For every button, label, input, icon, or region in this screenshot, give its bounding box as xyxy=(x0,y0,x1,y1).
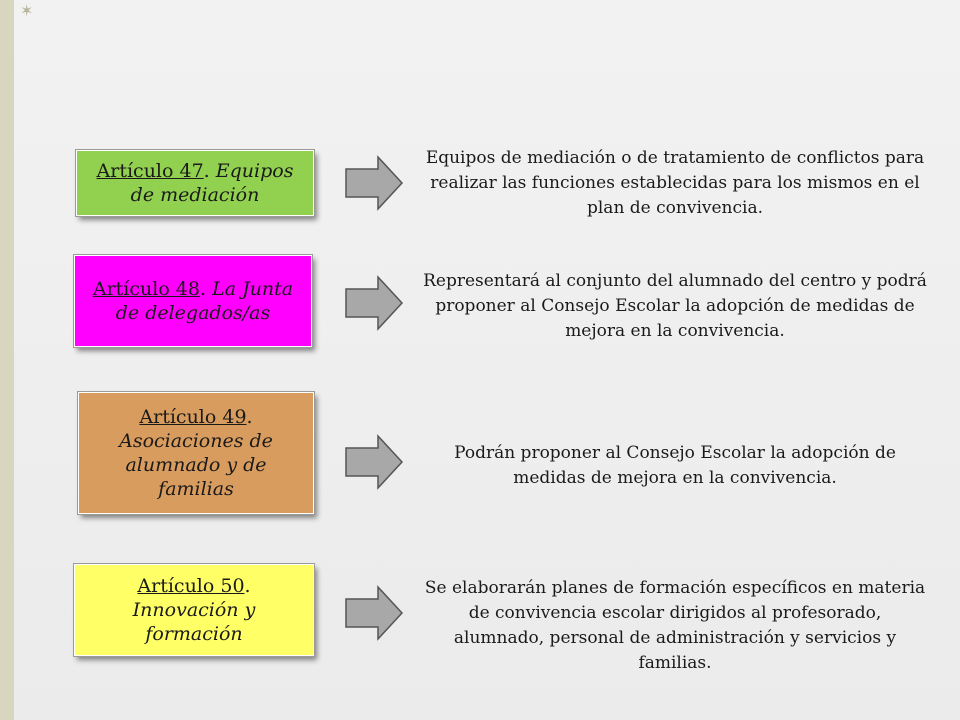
article-number: Artículo 48 xyxy=(92,278,200,300)
article-number: Artículo 47 xyxy=(96,160,204,182)
article-48-text: Artículo 48. La Junta de delegados/as xyxy=(92,278,294,324)
arrow-right-icon xyxy=(344,275,404,331)
article-50-text: Artículo 50. Innovación y formación xyxy=(132,575,256,645)
article-48-box xyxy=(74,255,312,347)
article-49-description: Podrán proponer al Consejo Escolar la adopción de medidas de mejora en la convivencia. xyxy=(454,443,896,488)
article-47-box xyxy=(76,150,314,216)
article-50-description: Se elaborarán planes de formación específicos en materia de convivencia escolar dirigidos al profesorado, alumnado, personal de administración y servicios y familias. xyxy=(424,578,926,673)
arrow-right-icon xyxy=(344,155,404,211)
article-title: Equipos de mediación xyxy=(130,160,294,206)
article-48-description: Representará al conjunto del alumnado del centro y podrá proponer al Consejo Escolar la adopción de medidas de mejora en la convivencia. xyxy=(423,271,927,341)
arrow-right-icon xyxy=(344,585,404,641)
article-49-box xyxy=(78,392,314,514)
article-number: Artículo 49 xyxy=(139,406,247,428)
arrow-right-icon xyxy=(344,434,404,490)
article-50-box xyxy=(74,564,314,656)
corner-star-icon: ✶ xyxy=(20,1,34,20)
article-number: Artículo 50 xyxy=(137,575,245,597)
slide xyxy=(14,0,960,720)
article-47-text: Artículo 47. Equipos de mediación xyxy=(96,160,294,206)
article-title: La Junta de delegados/as xyxy=(115,278,294,324)
article-title: Asociaciones de alumnado y de familias xyxy=(119,430,273,500)
article-47-description: Equipos de mediación o de tratamiento de conflictos para realizar las funciones establecidas para los mismos en el plan de convivencia. xyxy=(425,148,925,218)
article-title: Innovación y formación xyxy=(132,599,256,645)
article-49-text: Artículo 49. Asociaciones de alumnado y de familias xyxy=(119,406,273,500)
